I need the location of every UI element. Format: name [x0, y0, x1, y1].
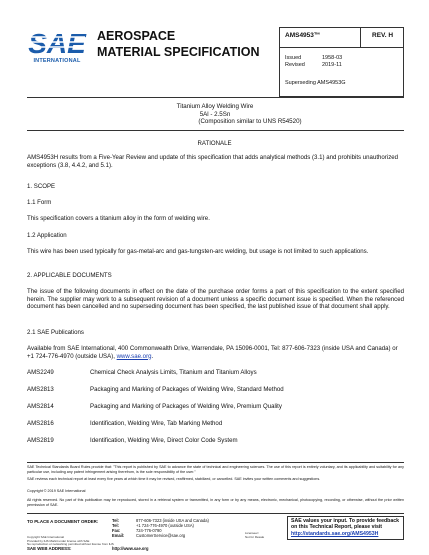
contact-label: Fax: [112, 527, 121, 533]
application-heading: 1.2 Application [27, 232, 67, 239]
copyright-notice: Copyright © 2019 SAE International [27, 489, 86, 493]
document-number: AMS4953™ [285, 32, 321, 39]
web-address-label: SAE WEB ADDRESS: [27, 546, 72, 551]
ihs-provided-by: Provided by IHS Markit under license with SAE [27, 538, 90, 543]
ihs-no-reproduction: No reproduction or networking permitted without license from IHS [27, 542, 114, 546]
contact-email[interactable]: CustomerService@sae.org [136, 532, 186, 538]
contact-label: Tel: [112, 518, 119, 523]
contact-label: Tel: [112, 522, 119, 528]
reference-title: Identification, Welding Wire, Direct Color Code System [90, 437, 238, 444]
licensee-label: Licensee= [245, 531, 259, 535]
applicable-documents-text: The issue of the following documents in effect on the date of the purchase order forms a part of this specification to the extent specified herein. The supplier may work to a subsequent revision of a document unless a specific document issue is specified. When the referenced document has been cancelled and no superseding document has been specified, the last published issue of that document shall apply. [27, 288, 404, 311]
title-line-2: MATERIAL SPECIFICATION [97, 45, 260, 59]
review-policy: SAE reviews each technical report at least every five years at which time it may be revised, reaffirmed, stabilized, or cancelled. SAE invites your written comments and suggestions. [27, 477, 321, 481]
reference-code: AMS2813 [27, 386, 54, 393]
divider [360, 28, 361, 47]
revision-label: REV. H [372, 32, 394, 39]
revised-date: 2019-11 [322, 62, 342, 68]
reference-title: Chemical Check Analysis Limits, Titanium and Titanium Alloys [90, 369, 257, 376]
contact-value: +1 724-776-4970 (outside USA) [136, 522, 194, 528]
ihs-copyright: Copyright SAE International [27, 535, 65, 539]
contact-value: 724-776-0790 [136, 527, 162, 533]
svg-text:SAE: SAE [28, 28, 86, 59]
standards-board-policy: SAE Technical Standards Board Rules provide that: "This report is published by SAE to advance the state of technical and engineering sciences. The use of this report is entirely voluntary, and its applicability and suitability for any particular use, including any patent infringement arising therefrom, is the sole responsibility of the user." [27, 465, 404, 474]
header-rule [27, 97, 404, 98]
rights-notice: All rights reserved. No part of this publication may be reproduced, stored in a retrieval system or transmitted, in any form or by any means, electronic, mechanical, photocopying, recording, or otherwise, without the prior written permission of SAE. [27, 498, 404, 507]
feedback-line-2: on this Technical Report, please visit [291, 524, 382, 531]
sae-publications-text [27, 345, 404, 360]
form-text: This specification covers a titanium alloy in the form of welding wire. [27, 215, 210, 222]
web-address-link[interactable]: http://www.sae.org [112, 546, 149, 551]
form-heading: 1.1 Form [27, 199, 52, 206]
order-label: TO PLACE A DOCUMENT ORDER: [27, 519, 99, 524]
contact-row [112, 534, 209, 539]
reference-title: Packaging and Marking of Packages of Welding Wire, Premium Quality [90, 403, 282, 410]
superseding-note: Superseding AMS4953G [285, 80, 346, 86]
specification-title [60, 103, 370, 126]
logo-subtitle: INTERNATIONAL [33, 58, 81, 64]
order-contacts [112, 519, 209, 539]
feedback-link[interactable]: http://standards.sae.org/AMS4953H [291, 530, 379, 537]
sae-address-text: Available from SAE International, 400 Commonwealth Drive, Warrendale, PA 15096-0001, Tel: 877-606-7323 (inside USA and Canada) or +1 724-776-4970 (outside USA), [27, 345, 398, 360]
rationale-text: AMS4953H results from a Five-Year Review and update of this specification that adds analytical methods (3.1) and prohibits unauthorized exceptions (3.8, 4.4.2, and 5.1). [27, 154, 399, 169]
feedback-text [291, 518, 403, 537]
document-type-title [97, 28, 277, 60]
title-rule [27, 130, 404, 131]
application-text: This wire has been used typically for gas-metal-arc and gas-tungsten-arc welding, but usage is not limited to such applications. [27, 248, 369, 255]
order-rule [27, 513, 404, 514]
contact-value: 877-606-7323 (inside USA and Canada) [136, 518, 209, 523]
reference-code: AMS2814 [27, 403, 54, 410]
issued-label: Issued [285, 55, 302, 61]
reference-title: Identification, Welding Wire, Tab Marking Method [90, 420, 223, 427]
issued-date: 1958-03 [322, 55, 343, 61]
divider [280, 47, 403, 48]
footer-rule [27, 462, 404, 463]
sae-website-link[interactable]: www.sae.org [116, 352, 152, 360]
sae-publications-heading: 2.1 SAE Publications [27, 329, 84, 336]
revised-label: Revised [285, 62, 305, 68]
reference-code: AMS2816 [27, 420, 54, 427]
title-uns: (Composition similar to UNS R54520) [198, 118, 302, 125]
sae-globe-icon [27, 27, 87, 59]
title-material: Titanium Alloy Welding Wire [176, 103, 254, 110]
reference-title: Packaging and Marking of Packages of Welding Wire, Standard Method [90, 386, 284, 393]
title-line-1: AEROSPACE [97, 29, 176, 43]
feedback-line-1: SAE values your input. To provide feedback [291, 518, 399, 524]
not-for-resale: Not for Resale [245, 535, 265, 539]
title-composition: 5Al - 2.5Sn [199, 110, 231, 118]
scope-heading: 1. SCOPE [27, 183, 56, 190]
reference-code: AMS2249 [27, 369, 54, 376]
contact-label: Email: [112, 532, 125, 538]
sentence-end: . [151, 352, 154, 360]
rationale-heading: RATIONALE [197, 140, 232, 147]
reference-code: AMS2819 [27, 437, 54, 444]
applicable-documents-heading: 2. APPLICABLE DOCUMENTS [27, 272, 112, 279]
